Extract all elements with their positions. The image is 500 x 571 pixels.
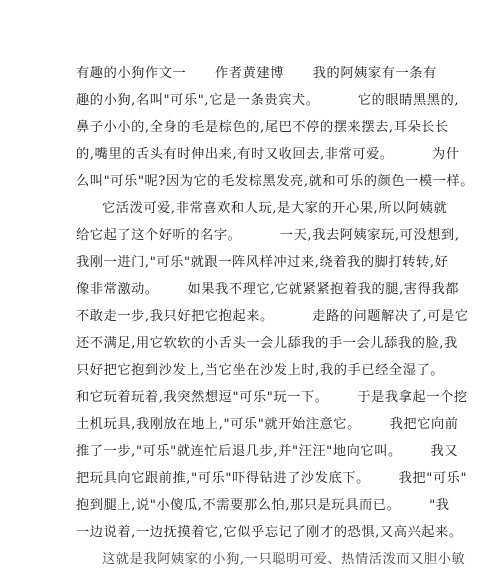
text-line-11: 还不满足,用它软软的小舌头一会儿舔我的手一会儿舔我的脸,我 [76, 336, 458, 351]
text-line-10: 不敢走一步,我只好把它抱起来。 走路的问题解决了,可是它 [76, 309, 469, 324]
text-line-4: 的,嘴里的舌头有时伸出来,有时又收回去,非常可爱。 为什 [76, 147, 460, 162]
text-line-18: 一边说着,一边抚摸着它,它似乎忘记了刚才的恐惧,又高兴起来。 [76, 525, 463, 540]
text-line-5: 么叫"可乐"呢?因为它的毛发棕黑发亮,就和可乐的颜色一模一样。 [76, 174, 475, 189]
text-line-2: 趣的小狗,名叫"可乐",它是一条贵宾犬。 它的眼睛黑黑的, [76, 93, 460, 108]
text-line-3: 鼻子小小的,全身的毛是棕色的,尾巴不停的摆来摆去,耳朵长长 [76, 120, 449, 135]
text-line-17: 抱到腿上,说"小傻瓜,不需要那么怕,那只是玩具而已。 "我 [76, 498, 450, 513]
text-line-15: 推了一步,"可乐"就连忙后退几步,并"汪汪"地向它叫。 我又 [76, 444, 459, 459]
text-line-12: 只好把它抱到沙发上,当它坐在沙发上时,我的手已经全湿了。 [76, 363, 445, 378]
text-line-9: 像非常激动。 如果我不理它,它就紧紧抱着我的腿,害得我都 [76, 282, 460, 297]
text-line-8: 我刚一进门,"可乐"就跟一阵风样冲过来,绕着我的脚打转转,好 [76, 255, 449, 270]
text-line-19: 这就是我阿姨家的小狗,一只聪明可爱、热情活泼而又胆小敏 [102, 552, 466, 567]
text-line-1: 有趣的小狗作文一 作者黄建博 我的阿姨家有一条有 [76, 66, 437, 81]
text-line-16: 把玩具向它跟前推,"可乐"吓得钻进了沙发底下。 我把"可乐" [76, 471, 468, 486]
text-line-7: 给它起了这个好听的名字。 一天,我去阿姨家玩,可没想到, [76, 228, 460, 243]
text-line-14: 土机玩具,我刚放在地上,"可乐"就开始注意它。 我把它向前 [76, 417, 459, 432]
text-line-6: 它活泼可爱,非常喜欢和人玩,是大家的开心果,所以阿姨就 [102, 201, 448, 216]
text-line-13: 和它玩着玩着,我突然想逗"可乐"玩一下。 于是我拿起一个挖 [76, 390, 468, 405]
